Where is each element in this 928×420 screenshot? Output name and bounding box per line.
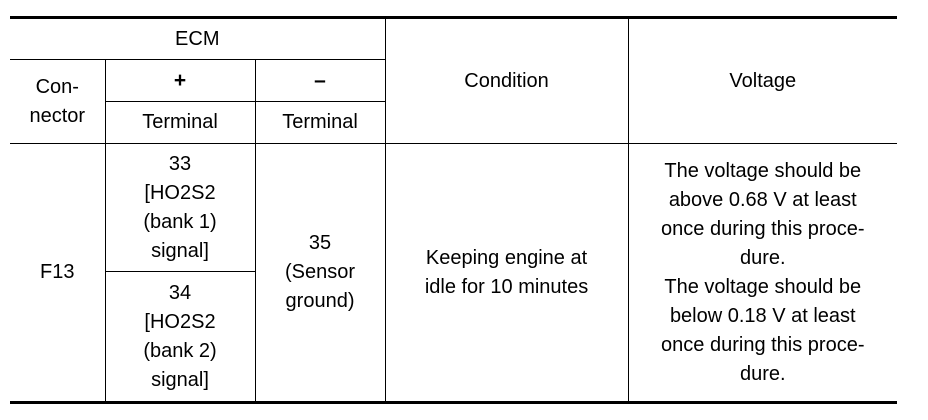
plus-terminal-bank1: [105, 144, 255, 272]
voltage-cell: [628, 144, 897, 403]
condition-cell: [385, 144, 628, 403]
voltage-line: dure.: [739, 246, 786, 269]
terminal-minus-header: Terminal: [255, 102, 385, 144]
data-row-bank1: [10, 144, 897, 272]
voltage-line: once during this proce-: [661, 333, 865, 356]
voltage-line: above 0.68 V at least: [668, 188, 857, 211]
voltage-line: below 0.18 V at least: [669, 304, 856, 327]
terminal-line: [HO2S2: [144, 181, 216, 204]
terminal-line: ground): [285, 290, 355, 312]
ecm-header: ECM: [10, 18, 385, 60]
ecm-voltage-spec-table: [10, 16, 897, 404]
terminal-line: (bank 1): [143, 210, 217, 233]
condition-line: Keeping engine at: [425, 246, 588, 269]
condition-line: idle for 10 minutes: [424, 275, 589, 298]
voltage-line: once during this proce-: [661, 217, 865, 240]
terminal-line: signal]: [151, 239, 209, 262]
voltage-header: Voltage: [628, 18, 897, 144]
voltage-line: The voltage should be: [664, 159, 862, 182]
voltage-line: The voltage should be: [664, 275, 862, 298]
voltage-line: dure.: [739, 362, 786, 385]
connector-header-line2: nector: [29, 104, 86, 127]
minus-terminal-cell: [255, 144, 385, 403]
terminal-line: 34: [168, 281, 192, 304]
terminal-line: 33: [168, 152, 192, 175]
terminal-plus-header: Terminal: [105, 102, 255, 144]
terminal-line: (Sensor: [285, 261, 356, 283]
terminal-line: 35: [308, 232, 332, 254]
connector-cell: F13: [10, 144, 105, 403]
connector-header-line1: Con-: [35, 75, 79, 98]
minus-header: –: [255, 60, 385, 102]
terminal-line: signal]: [151, 368, 209, 391]
plus-terminal-bank2: [105, 272, 255, 403]
terminal-line: (bank 2): [143, 339, 217, 362]
plus-header: +: [105, 60, 255, 102]
header-row-ecm: [10, 18, 897, 60]
connector-header: [10, 60, 105, 144]
condition-header: Condition: [385, 18, 628, 144]
terminal-line: [HO2S2: [144, 310, 216, 333]
